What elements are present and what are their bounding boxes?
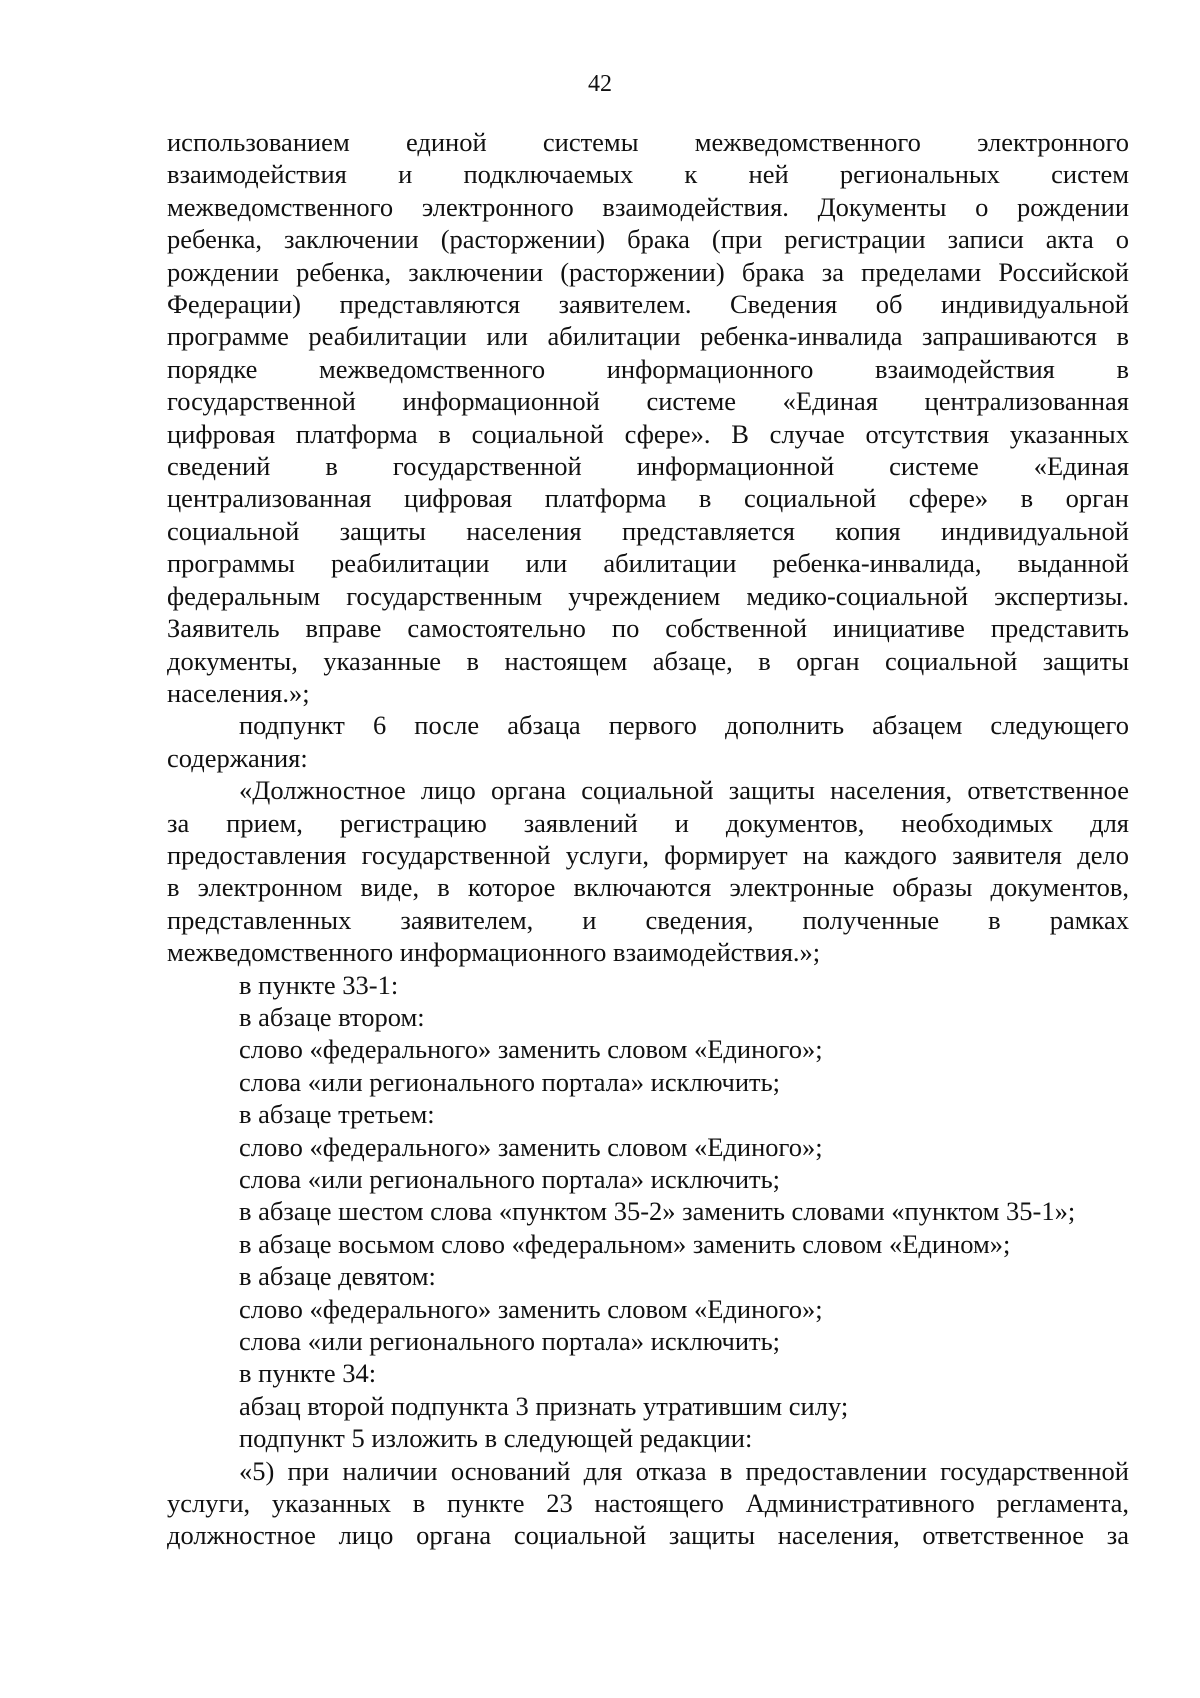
text-line: должностное лицо органа социальной защиты населения, ответственное за <box>167 1520 1129 1551</box>
text-line: услуги, указанных в пункте 23 настоящего Административного регламента, <box>167 1488 1129 1519</box>
text-line: цифровая платформа в социальной сфере». В случае отсутствия указанных <box>167 418 1129 449</box>
text-line: программе реабилитации или абилитации ребенка-инвалида запрашиваются в <box>167 321 1129 352</box>
text-line: федеральным государственным учреждением медико-социальной экспертизы. <box>167 580 1129 611</box>
text-line: населения.»; <box>167 677 310 708</box>
text-line: «Должностное лицо органа социальной защиты населения, ответственное <box>239 775 1129 806</box>
text-line: представленных заявителем, и сведения, полученные в рамках <box>167 904 1129 935</box>
amendment-item: в пункте 33-1: <box>239 969 399 1000</box>
amendment-item: в абзаце девятом: <box>239 1261 436 1292</box>
amendment-item: слово «федерального» заменить словом «Единого»; <box>239 1131 823 1162</box>
amendment-item: в абзаце втором: <box>239 1001 425 1032</box>
text-line: ребенка, заключении (расторжении) брака (при регистрации записи акта о <box>167 224 1129 255</box>
text-line: в электронном виде, в которое включаются электронные образы документов, <box>167 872 1129 903</box>
text-line: взаимодействия и подключаемых к ней региональных систем <box>167 159 1129 190</box>
text-line: программы реабилитации или абилитации ребенка-инвалида, выданной <box>167 548 1129 579</box>
text-line: рождении ребенка, заключении (расторжении) брака за пределами Российской <box>167 256 1129 287</box>
paragraph-refusal-grounds <box>167 1455 1129 1552</box>
amendment-item: в пункте 34: <box>239 1358 377 1389</box>
amendment-item: в абзаце восьмом слово «федеральном» заменить словом «Едином»; <box>239 1228 1011 1259</box>
text-line: подпункт 6 после абзаца первого дополнить абзацем следующего <box>239 710 1129 741</box>
text-line: централизованная цифровая платформа в социальной сфере» в орган <box>167 483 1129 514</box>
amendment-item: слова «или регионального портала» исключить; <box>239 1326 781 1357</box>
text-line: социальной защиты населения представляется копия индивидуальной <box>167 515 1129 546</box>
text-line: документы, указанные в настоящем абзаце, в орган социальной защиты <box>167 645 1129 676</box>
text-line: межведомственного информационного взаимодействия.»; <box>167 937 821 968</box>
amendment-item: слова «или регионального портала» исключить; <box>239 1164 781 1194</box>
text-line: Заявитель вправе самостоятельно по собственной инициативе представить <box>167 613 1129 644</box>
paragraph-official-case-file <box>167 774 1129 968</box>
text-line: сведений в государственной информационной системе «Единая <box>167 451 1129 482</box>
amendment-list <box>167 969 1129 1455</box>
amendment-item: слово «федерального» заменить словом «Единого»; <box>239 1293 823 1324</box>
document-body <box>167 126 1129 1552</box>
text-line: содержания: <box>167 742 308 773</box>
text-line: использованием единой системы межведомственного электронного <box>167 127 1129 157</box>
amendment-item: в абзаце третьем: <box>239 1099 435 1130</box>
amendment-item: в абзаце шестом слова «пунктом 35-2» заменить словами «пунктом 35-1»; <box>239 1196 1076 1227</box>
text-line: государственной информационной системе «Единая централизованная <box>167 386 1129 417</box>
text-line: межведомственного электронного взаимодействия. Документы о рождении <box>167 191 1129 222</box>
text-line: за прием, регистрацию заявлений и документов, необходимых для <box>167 807 1129 838</box>
amendment-item: подпункт 5 изложить в следующей редакции: <box>239 1423 753 1454</box>
amendment-item: слова «или регионального портала» исключить; <box>239 1066 781 1097</box>
amendment-item: слово «федерального» заменить словом «Единого»; <box>239 1034 823 1065</box>
text-line: «5) при наличии оснований для отказа в предоставлении государственной <box>239 1455 1129 1486</box>
paragraph-subpoint-6 <box>167 709 1129 774</box>
paragraph-interagency-documents <box>167 126 1129 709</box>
text-line: предоставления государственной услуги, формирует на каждого заявителя дело <box>167 839 1129 870</box>
text-line: порядке межведомственного информационного взаимодействия в <box>167 353 1129 384</box>
page-number: 42 <box>588 71 612 97</box>
text-line: Федерации) представляются заявителем. Сведения об индивидуальной <box>167 289 1129 320</box>
amendment-item: абзац второй подпункта 3 признать утратившим силу; <box>239 1390 849 1421</box>
